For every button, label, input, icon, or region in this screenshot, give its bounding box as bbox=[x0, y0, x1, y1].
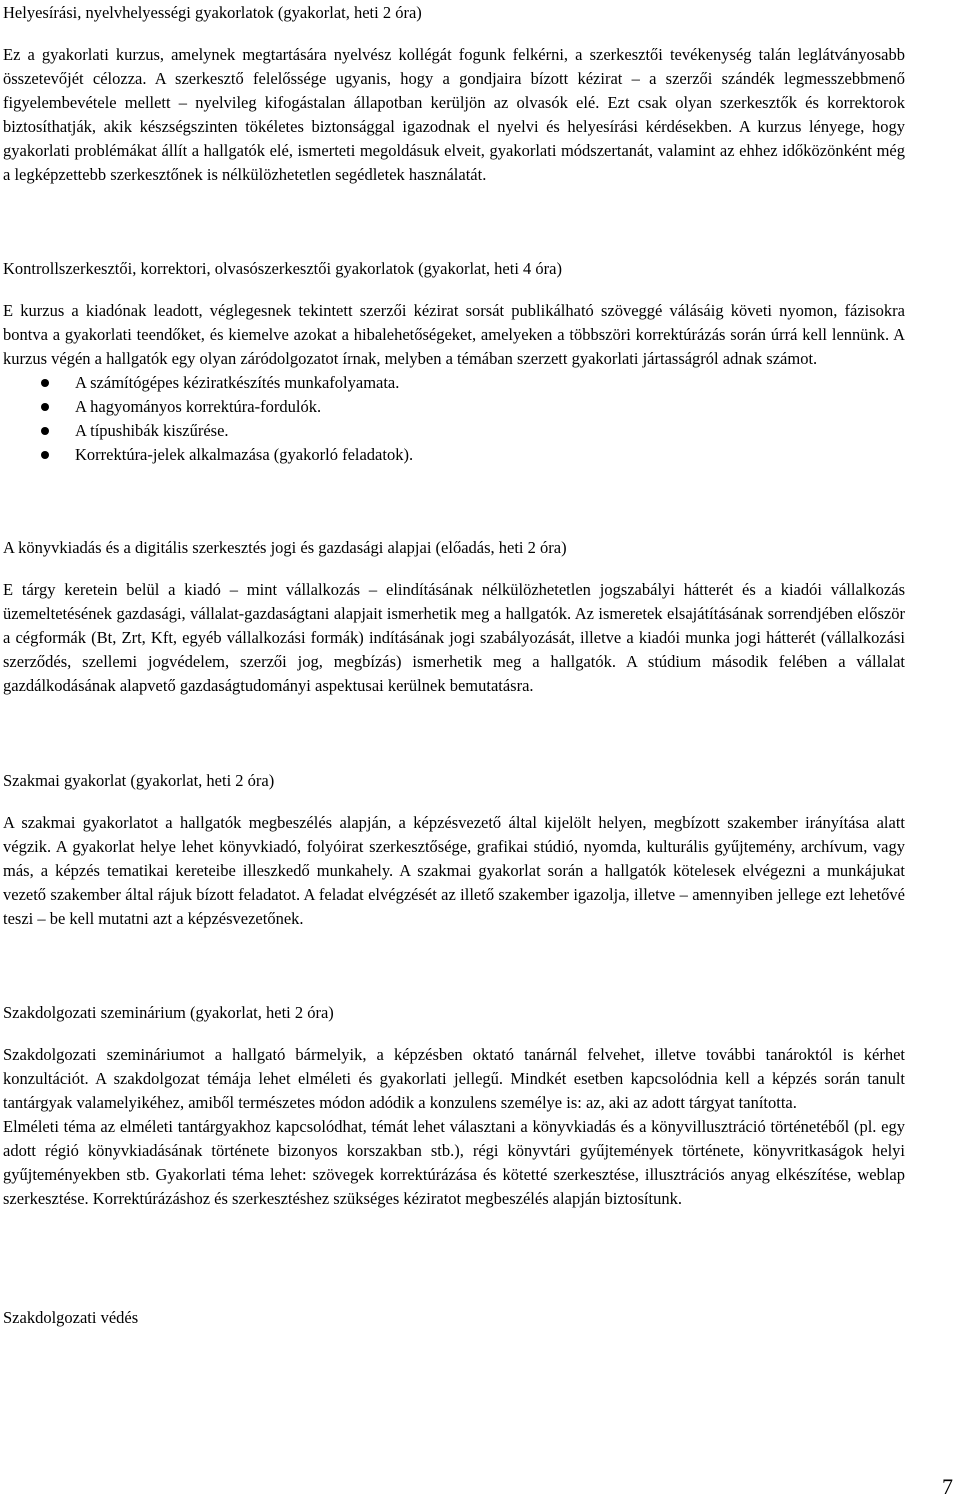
bullet-icon bbox=[41, 427, 49, 435]
list-item: Korrektúra-jelek alkalmazása (gyakorló feladatok). bbox=[3, 443, 905, 467]
bullet-icon bbox=[41, 451, 49, 459]
list-item: A számítógépes kéziratkészítés munkafolyamata. bbox=[3, 371, 905, 395]
section-paragraph: A szakmai gyakorlatot a hallgatók megbeszélés alapján, a képzésvezető által kijelölt helyen, megbízott szakember irányítása alatt végzik. A gyakorlat helye lehet könyvkiadó, folyóirat szerkesztősége, grafikai stúdió, nyomda, kulturális gyűjtemény, archívum, vagy más, a képzés tematikai kereteibe illeszkedő munkahely. A szakmai gyakorlat során a hallgatók kötelesek elvégezni a munkájukat vezető szakember által rájuk bízott feladatot. A feladat elvégzését az illető szakember igazolja, illetve – amennyiben jellege ezt lehetővé teszi – be kell mutatni azt a képzésvezetőnek. bbox=[3, 813, 905, 928]
section-paragraph: E kurzus a kiadónak leadott, véglegesnek tekintett szerzői kézirat sorsát publikálható szöveggé válásáig követi nyomon, fázisokra bontva a gyakorlati teendőket, és kiemelve azokat a hibalehetőségeket, amelyeken a többszöri korrektúrázás során úrrá kell lennünk. A kurzus végén a hallgatók egy olyan záródolgozatot írnak, melyben a témában szerzett gyakorlati jártasságról adnak számot. bbox=[3, 301, 905, 368]
section-heading: Helyesírási, nyelvhelyességi gyakorlatok (gyakorlat, heti 2 óra) bbox=[3, 3, 422, 22]
bullet-icon bbox=[41, 379, 49, 387]
section-heading: Kontrollszerkesztői, korrektori, olvasószerkesztői gyakorlatok (gyakorlat, heti 4 óra) bbox=[3, 259, 562, 278]
page-number: 7 bbox=[942, 1474, 953, 1499]
section-heading: A könyvkiadás és a digitális szerkesztés jogi és gazdasági alapjai (előadás, heti 2 óra) bbox=[3, 538, 567, 557]
bullet-icon bbox=[41, 403, 49, 411]
section-heading: Szakmai gyakorlat (gyakorlat, heti 2 óra) bbox=[3, 771, 275, 790]
section-paragraph: E tárgy keretein belül a kiadó – mint vállalkozás – elindításának nélkülözhetetlen jogszabályi hátterét és a kiadói vállalkozás üzemeltetésének gazdasági, vállalat-gazdaságtani alapjait ismerhetik meg a hallgatók. Az ismeretek elsajátításának sorrendjében először a cégformák (Bt, Zrt, Kft, egyéb vállalkozási formák) indításának jogi szabályozását, illetve a kiadói munka jogi hátterét (vállalkozási szerződés, szellemi jogvédelem, szerzői jog, megbízás) ismerhetik meg a hallgatók. A stúdium második felében a vállalat gazdálkodásának alapvető gazdaságtudományi aspektusai kerülnek bemutatásra. bbox=[3, 580, 905, 695]
section-kontrollszerkesztoi bbox=[3, 257, 905, 467]
section-paragraph: Szakdolgozati szemináriumot a hallgató bármelyik, a képzésben oktató tanárnál felvehet, illetve további tanároktól is kérhet konzultációt. A szakdolgozat témája lehet elméleti és gyakorlati jellegű. Mindkét esetben kapcsolódnia kell a képzés során tanult tantárgyak valamelyikéhez, amiből természetes módon adódik a konzulens személye is: az, aki az adott tárgyat tanította. bbox=[3, 1045, 905, 1112]
section-szakdolgozati-szeminarium bbox=[3, 1001, 905, 1211]
section-heading: Szakdolgozati szeminárium (gyakorlat, heti 2 óra) bbox=[3, 1003, 334, 1022]
section-jogi-gazdasagi bbox=[3, 536, 905, 698]
section-szakdolgozati-vedes bbox=[3, 1306, 905, 1330]
section-heading: Szakdolgozati védés bbox=[3, 1308, 139, 1327]
list-item: A hagyományos korrektúra-fordulók. bbox=[3, 395, 905, 419]
section-paragraph: Ez a gyakorlati kurzus, amelynek megtartására nyelvész kollégát fogunk felkérni, a szerkesztői tevékenység talán leglátványosabb összetevőjét célozza. A szerkesztő felelőssége ugyanis, hogy a gondjaira bízott kézirat – a szerzői szándék legmesszebbmenő figyelembevétele mellett – nyelvileg kifogástalan állapotban kerüljön az olvasók elé. Ezt csak olyan szerkesztők és korrektorok biztosíthatják, akik készségszinten tökéletes biztonsággal igazodnak el nyelvi és helyesírási kérdésekben. A kurzus lényege, hogy gyakorlati problémákat állít a hallgatók elé, ismerteti megoldásuk elveit, gyakorlati módszertanát, valamint az ehhez időközönként még a legképzettebb szerkesztőnek is nélkülözhetetlen segédletek használatát. bbox=[3, 45, 905, 184]
list-item: A típushibák kiszűrése. bbox=[3, 419, 905, 443]
section-paragraph: Elméleti téma az elméleti tantárgyakhoz kapcsolódhat, témát lehet választani a könyvkiadás és a könyvillusztráció történetéből (pl. egy adott régió könyvkiadásának története bizonyos korszakban stb.), régi könyvtári gyűjtemények története, könyvritkaságok helyi gyűjteményekben stb. Gyakorlati téma lehet: szövegek korrektúrázása és kötetté szerkesztése, illusztrációs anyag elkészítése, weblap szerkesztése. Korrektúrázáshoz és szerkesztéshez szükséges kéziratot megbeszélés alapján biztosítunk. bbox=[3, 1117, 905, 1208]
bullet-list bbox=[3, 371, 905, 467]
section-helyesirasi bbox=[3, 1, 905, 187]
section-szakmai-gyakorlat bbox=[3, 769, 905, 931]
